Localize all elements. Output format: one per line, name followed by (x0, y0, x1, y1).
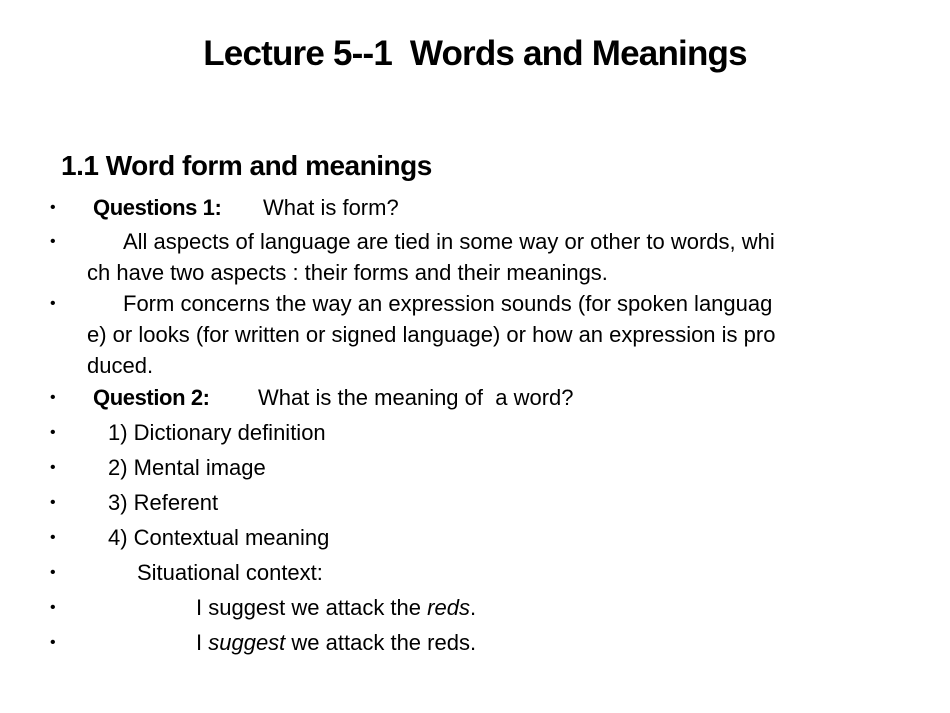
bullet-dot: • (50, 494, 56, 511)
paragraph-line: Form concerns the way an expression sounds (for spoken languag (123, 291, 773, 316)
paragraph-text (87, 226, 775, 288)
bullet-dot: • (50, 233, 56, 250)
paragraph-text (87, 288, 775, 381)
bullet-dot: • (50, 295, 56, 312)
paragraph-line: duced. (87, 353, 154, 378)
question-label: Question 2: (93, 385, 210, 410)
emphasized-word: suggest (208, 630, 286, 655)
paragraph-line: ch have two aspects : their forms and their meanings. (87, 260, 608, 285)
slide-title: Lecture 5--1 Words and Meanings (203, 34, 747, 73)
question-label: Questions 1: (93, 195, 222, 220)
bullet-dot: • (50, 634, 56, 651)
section-heading: 1.1 Word form and meanings (61, 150, 432, 181)
item-text: 1) Dictionary definition (108, 420, 326, 445)
paragraph-line: All aspects of language are tied in some way or other to words, whi (123, 229, 775, 254)
bullet-dot: • (50, 199, 56, 216)
bullet-dot: • (50, 389, 56, 406)
question-text: What is form? (263, 195, 399, 220)
paragraph-line: e) or looks (for written or signed language) or how an expression is pro (87, 322, 776, 347)
emphasized-word: reds (427, 595, 470, 620)
item-text: 2) Mental image (108, 455, 266, 480)
example-text: I (196, 630, 209, 655)
question-text: What is the meaning of a word? (258, 385, 574, 410)
item-text: Situational context: (137, 560, 323, 585)
example-text: we attack the reds. (285, 630, 477, 655)
example-text: . (469, 595, 477, 620)
bullet-dot: • (50, 529, 56, 546)
item-text: 4) Contextual meaning (108, 525, 330, 550)
example-sentence (196, 592, 476, 623)
bullet-dot: • (50, 459, 56, 476)
example-sentence (196, 627, 476, 658)
example-text: I suggest we attack the (196, 595, 428, 620)
bullet-dot: • (50, 564, 56, 581)
bullet-dot: • (50, 424, 56, 441)
item-text: 3) Referent (108, 490, 219, 515)
bullet-dot: • (50, 599, 56, 616)
